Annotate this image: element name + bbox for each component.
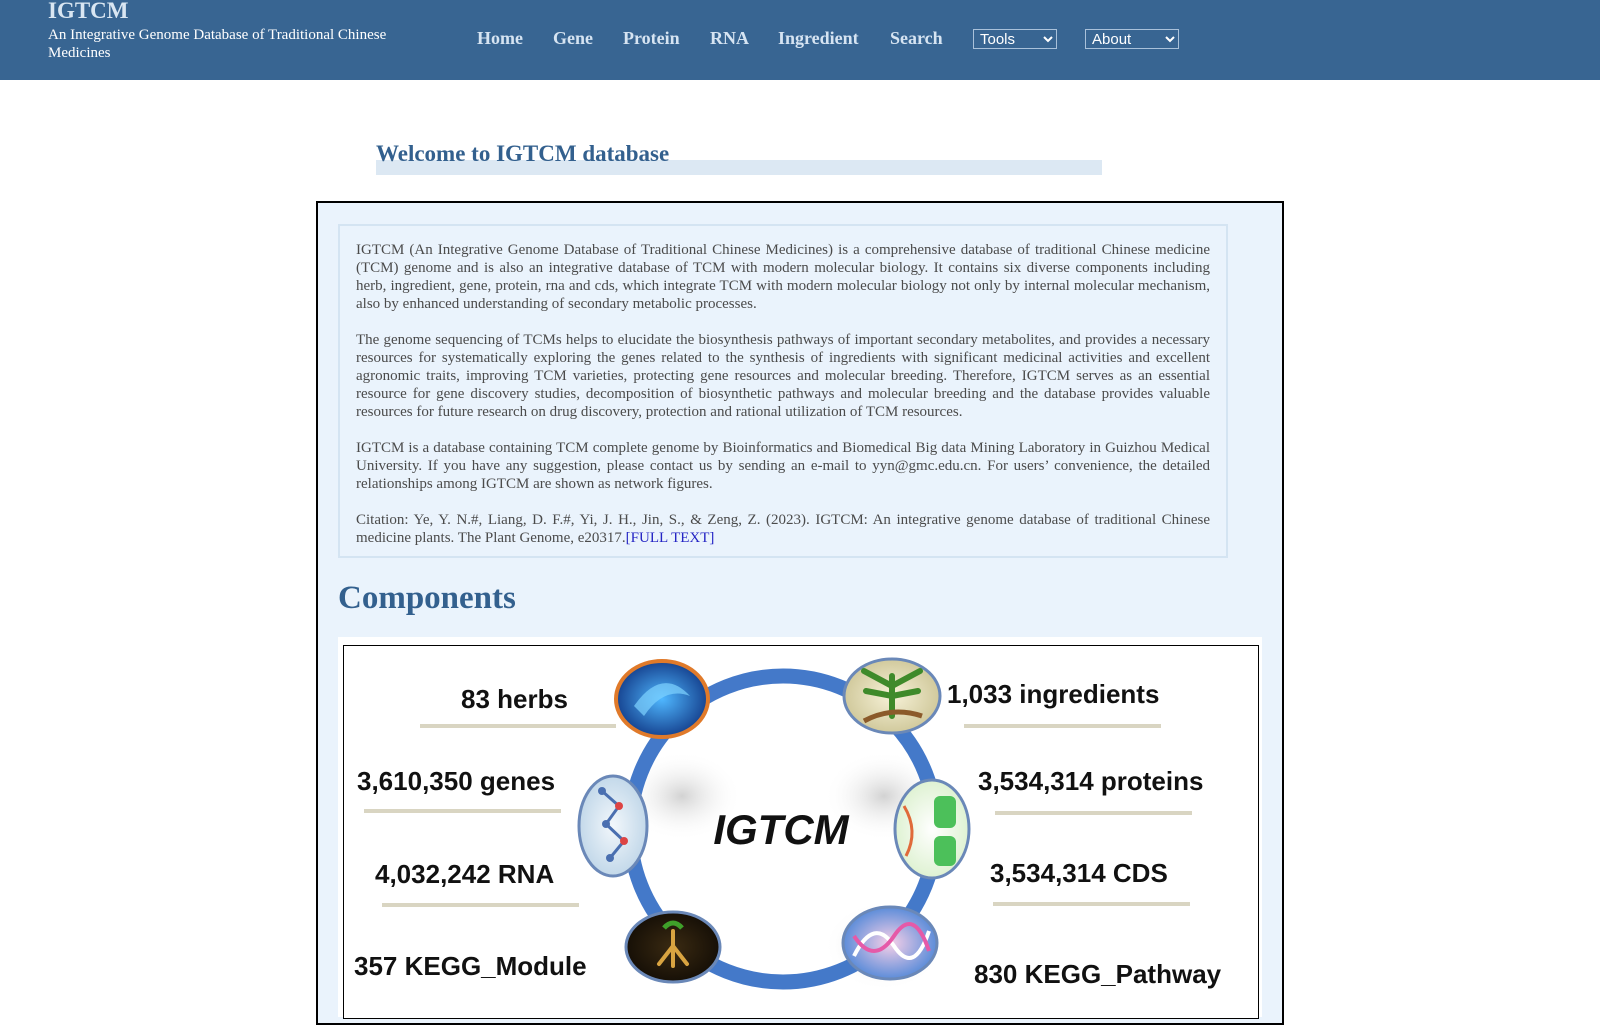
brand-subtitle: An Integrative Genome Database of Traditional Chinese Medicines	[48, 27, 387, 61]
herbs-underline	[420, 724, 616, 728]
nav-ingredient[interactable]: Ingredient	[778, 28, 859, 48]
ingredients-underline	[964, 724, 1161, 728]
citation	[356, 511, 1210, 547]
center-label: IGTCM	[713, 806, 849, 853]
nav-gene[interactable]: Gene	[553, 28, 593, 48]
components-figure-container	[338, 637, 1262, 1017]
kegg-pathway-icon	[843, 907, 937, 979]
herbs-count: 83 herbs	[461, 684, 568, 714]
ingredients-count: 1,033 ingredients	[947, 679, 1160, 709]
kegg-module-count: 357 KEGG_Module	[354, 951, 587, 981]
nav-home[interactable]: Home	[477, 28, 523, 48]
cds-count: 3,534,314 CDS	[990, 858, 1168, 888]
proteins-underline	[995, 811, 1192, 815]
about-select[interactable]	[1085, 29, 1179, 49]
rna-count: 4,032,242 RNA	[375, 859, 555, 889]
genes-icon	[579, 776, 647, 876]
welcome-heading: Welcome to IGTCM database	[376, 141, 670, 166]
intro-paragraph-2: The genome sequencing of TCMs helps to elucidate the biosynthesis pathways of important secondary metabolites, and provides a necessary resources for systematically exploring the genes related to the synthesis of ingredients with significant medicinal activities and excellent agronomic traits, improving TCM varieties, protecting gene resources and molecular breeding. Therefore, IGTCM serves as an essential resource for gene discovery studies, decomposition of biosynthetic pathways and molecular breeding and the database provides valuable resources for future research on drug discovery, protection and rational utilization of TCM resources.	[356, 332, 1210, 420]
components-heading: Components	[338, 580, 516, 616]
kegg-module-icon	[626, 912, 720, 982]
herbs-icon	[616, 661, 708, 737]
intro-box	[338, 224, 1228, 558]
site-header	[0, 0, 1600, 80]
intro-paragraph-3: IGTCM is a database containing TCM complete genome by Bioinformatics and Biomedical Big data Mining Laboratory in Guizhou Medical University. If you have any suggestion, please contact us by sending an e-mail to yyn@gmc.edu.cn. For users’ convenience, the detailed relationships among IGTCM are shown as network figures.	[356, 440, 1210, 492]
components-figure	[343, 645, 1259, 1019]
tools-select[interactable]	[973, 29, 1057, 49]
genes-underline	[364, 809, 561, 813]
ingredients-icon	[844, 659, 940, 733]
nav-search[interactable]: Search	[890, 28, 943, 48]
kegg-pathway-count: 830 KEGG_Pathway	[974, 959, 1222, 989]
nav-protein[interactable]: Protein	[623, 28, 680, 48]
citation-text: Citation: Ye, Y. N.#, Liang, D. F.#, Yi, J. H., Jin, S., & Zeng, Z. (2023). IGTCM: An integrative genome database of traditional Chinese medicine plants. The Plant Genome, e20317.	[356, 512, 1210, 546]
cds-underline	[993, 902, 1190, 906]
proteins-count: 3,534,314 proteins	[978, 766, 1204, 796]
full-text-link[interactable]: [FULL TEXT]	[625, 530, 715, 546]
intro-paragraph-1: IGTCM (An Integrative Genome Database of Traditional Chinese Medicines) is a comprehensive database of traditional Chinese medicine (TCM) genome and is also an integrative database of TCM with modern molecular biology. It contains six diverse components including herb, ingredient, gene, protein, rna and cds, which integrate TCM with modern molecular biology not only by internal molecular mechanism, also by enhanced understanding of secondary metabolic processes.	[356, 242, 1210, 312]
nav-rna[interactable]: RNA	[710, 28, 749, 48]
rna-underline	[382, 903, 579, 907]
genes-count: 3,610,350 genes	[357, 766, 556, 796]
proteins-icon	[895, 780, 969, 878]
brand-title[interactable]: IGTCM	[48, 0, 129, 23]
